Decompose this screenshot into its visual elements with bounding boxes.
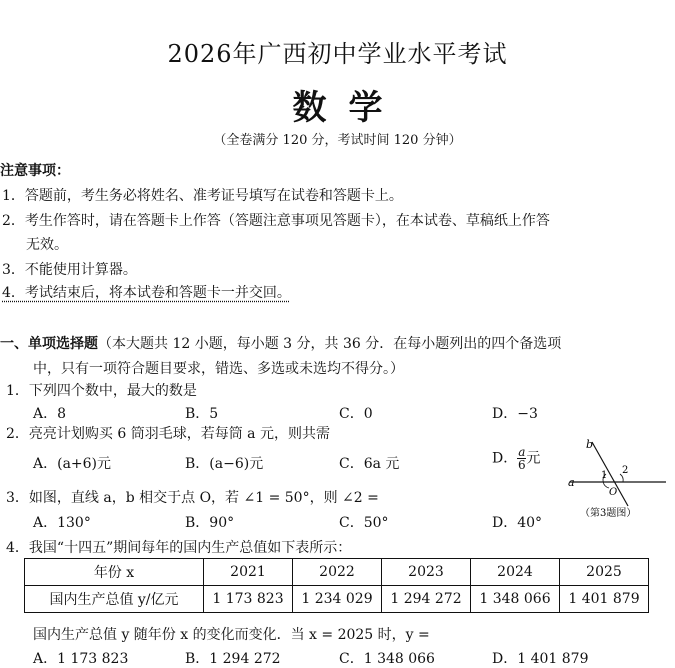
notice-item-2-continued: 无效。	[26, 237, 68, 253]
question-1-option-d: D．−3	[492, 406, 538, 422]
question-3-option-a: A．130°	[33, 515, 91, 531]
question-4-stem: 4．我国“十四五”期间每年的国内生产总值如下表所示：	[6, 540, 352, 556]
question-4-follow-up: 国内生产总值 y 随年份 x 的变化而变化．当 x = 2025 时，y =	[33, 627, 430, 643]
question-4-option-b: B．1 294 272	[185, 651, 281, 667]
question-2-option-a: A．(a+6)元	[33, 456, 112, 472]
question-2-stem: 2．亮亮计划购买 6 筒羽毛球，若每筒 a 元，则共需	[6, 426, 330, 442]
question-1-option-a: A．8	[33, 406, 67, 422]
table-cell: 1 294 272	[382, 586, 471, 613]
notice-item-3: 3．不能使用计算器。	[2, 262, 137, 278]
table-cell: 2023	[382, 559, 471, 586]
table-cell: 1 173 823	[204, 586, 293, 613]
question-3-stem: 3．如图，直线 a，b 相交于点 O，若 ∠1 = 50°，则 ∠2 =	[6, 490, 379, 506]
exam-title: 2026年广西初中学业水平考试	[167, 40, 508, 68]
notice-item-4: 4．考试结束后，将本试卷和答题卡一并交回。	[2, 285, 291, 301]
question-4-option-d: D．1 401 879	[492, 651, 589, 667]
question-1-option-b: B．5	[185, 406, 219, 422]
question-2-option-d-label: D．	[492, 450, 518, 467]
table-header-gdp: 国内生产总值 y/亿元	[25, 586, 204, 613]
question-4-option-c: C．1 348 066	[339, 651, 435, 667]
label-o: O	[609, 487, 618, 498]
table-row	[25, 586, 649, 613]
question-2-option-d-unit: 元	[526, 450, 541, 467]
question-3-option-c: C．50°	[339, 515, 389, 531]
table-cell: 1 234 029	[293, 586, 382, 613]
question-3-option-b: B．90°	[185, 515, 235, 531]
figure-caption: （第3题图）	[580, 508, 637, 519]
question-3-figure	[562, 436, 672, 522]
question-4-options-cut	[0, 651, 675, 667]
label-angle-1: 1	[601, 470, 608, 481]
notice-item-2: 2．考生作答时，请在答题卡上作答（答题注意事项见答题卡），在本试卷、草稿纸上作答	[2, 213, 550, 229]
table-cell: 1 348 066	[471, 586, 560, 613]
section-1-heading	[0, 333, 561, 353]
table-cell: 2025	[560, 559, 649, 586]
label-angle-2: 2	[622, 465, 629, 476]
question-3-option-d: D．40°	[492, 515, 543, 531]
exam-score-time-note: （全卷满分 120 分，考试时间 120 分钟）	[213, 133, 462, 148]
fraction-numerator: a	[518, 445, 526, 459]
question-2-option-d	[492, 446, 540, 471]
question-4-option-a: A．1 173 823	[33, 651, 129, 667]
question-2-option-c: C．6a 元	[339, 456, 400, 472]
notices-heading: 注意事项：	[0, 163, 70, 179]
subject-title: 数学	[292, 88, 405, 128]
table-row	[25, 559, 649, 586]
table-cell: 1 401 879	[560, 586, 649, 613]
table-cell: 2021	[204, 559, 293, 586]
gdp-table	[24, 558, 649, 613]
question-1-stem: 1．下列四个数中，最大的数是	[6, 383, 197, 399]
question-2-option-b: B．(a−6)元	[185, 456, 264, 472]
table-header-year: 年份 x	[25, 559, 204, 586]
section-1-instructions: （本大题共 12 小题，每小题 3 分，共 36 分．在每小题列出的四个备选项	[98, 336, 562, 352]
section-1-instructions-line-2: 中，只有一项符合题目要求，错选、多选或未选均不得分。）	[33, 361, 404, 377]
label-a: a	[568, 476, 575, 489]
notice-item-1: 1．答题前，考生务必将姓名、准考证号填写在试卷和答题卡上。	[2, 188, 403, 204]
label-b: b	[586, 438, 594, 451]
question-1-option-c: C．0	[339, 406, 373, 422]
section-1-label: 一、单项选择题	[0, 336, 98, 352]
table-cell: 2022	[293, 559, 382, 586]
table-cell: 2024	[471, 559, 560, 586]
fraction-denominator: 6	[517, 458, 526, 472]
